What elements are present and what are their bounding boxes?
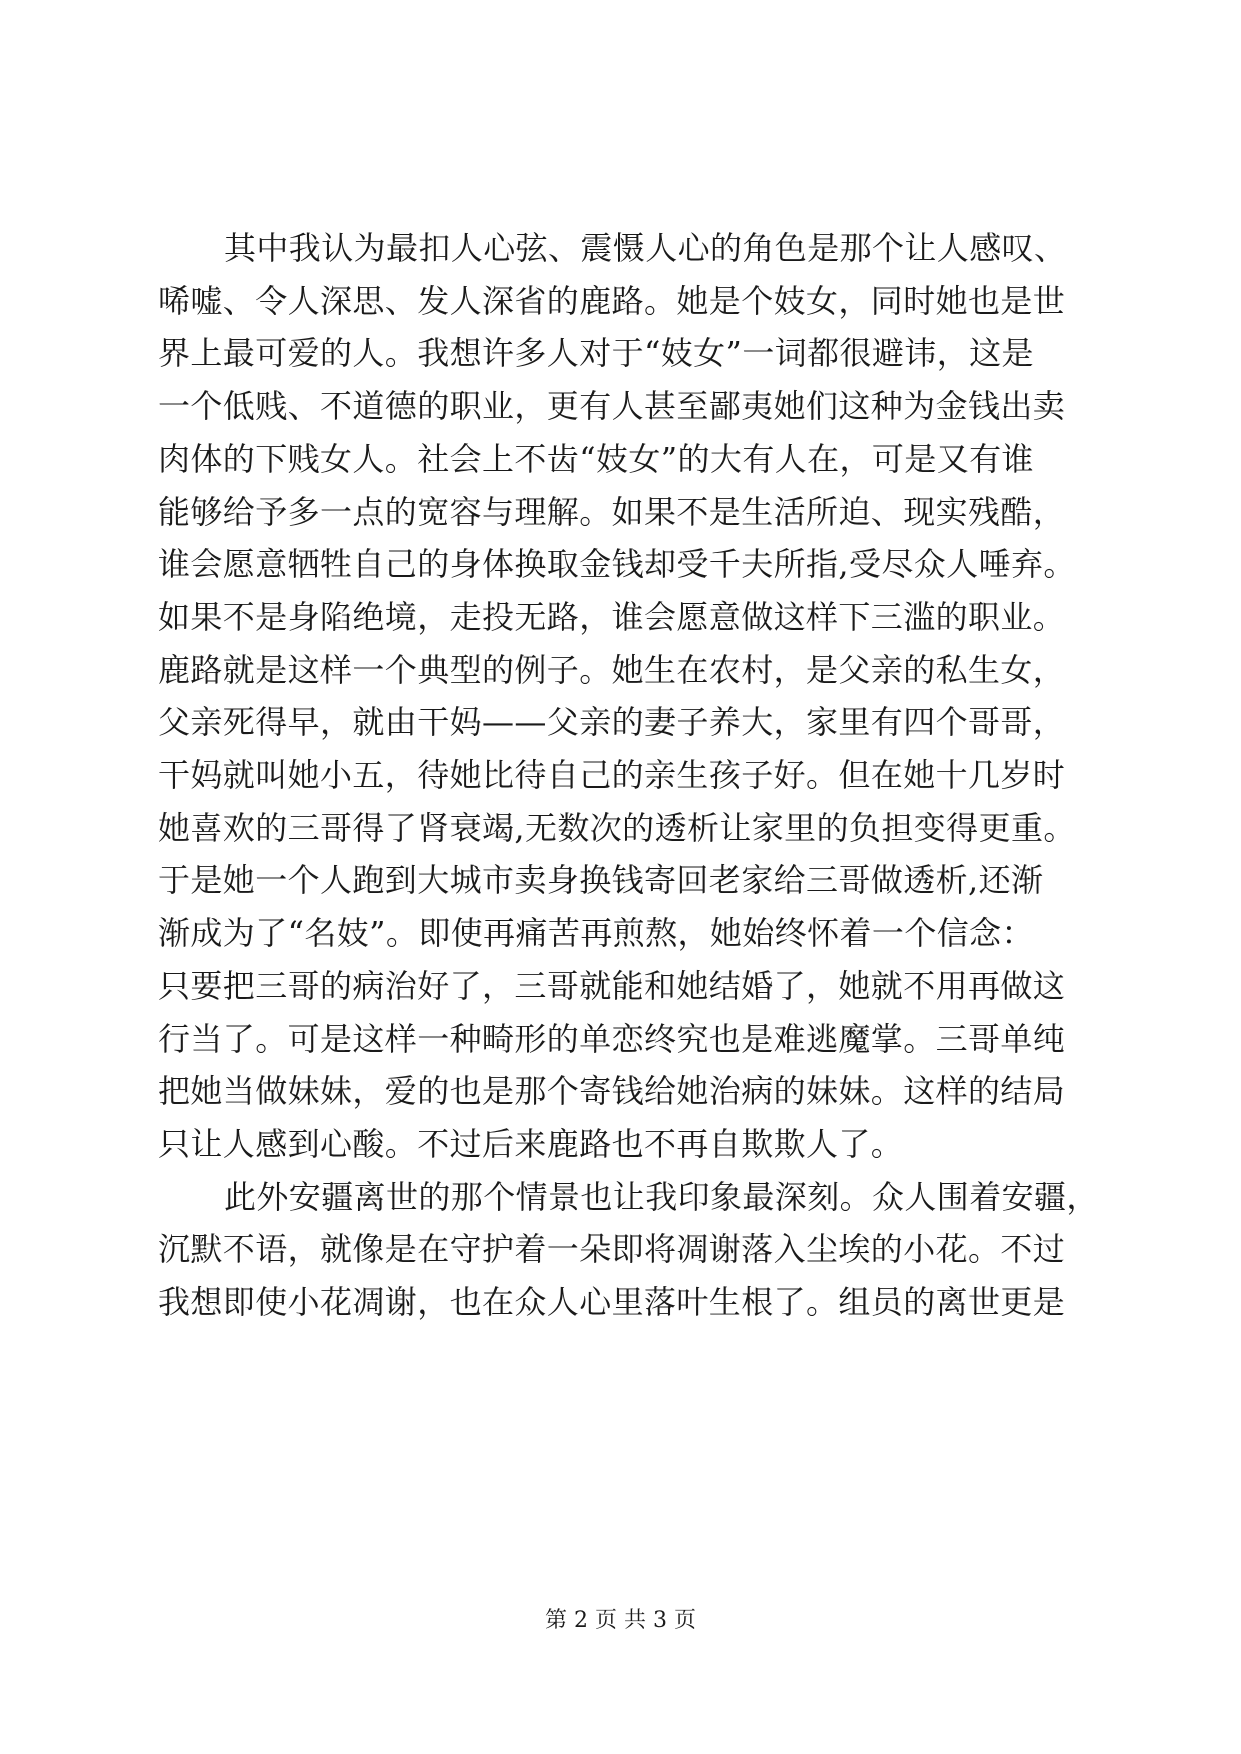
- paragraph-1-line-15: 只要把三哥的病治好了，三哥就能和她结婚了，她就不用再做这: [158, 966, 1066, 1005]
- paragraph-1-line-17: 把她当做妹妹，爱的也是那个寄钱给她治病的妹妹。这样的结局: [158, 1072, 1066, 1111]
- paragraph-1-line-3: 界上最可爱的人。我想许多人对于“妓女”一词都很避讳，这是: [158, 334, 1034, 373]
- paragraph-1-line-5: 肉体的下贱女人。社会上不齿“妓女”的大有人在，可是又有谁: [158, 439, 1034, 478]
- paragraph-1-line-1: 其中我认为最扣人心弦、震慑人心的角色是那个让人感叹、: [224, 229, 1067, 267]
- paragraph-2-line-1: 此外安疆离世的那个情景也让我印象最深刻。众人围着安疆，: [224, 1177, 1099, 1216]
- paragraph-1-line-4: 一个低贱、不道德的职业，更有人甚至鄙夷她们这种为金钱出卖: [158, 387, 1066, 426]
- paragraph-1-line-11: 干妈就叫她小五，待她比待自己的亲生孩子好。但在她十几岁时: [158, 756, 1066, 795]
- paragraph-1-line-10: 父亲死得早，就由干妈——父亲的妻子养大，家里有四个哥哥，: [158, 703, 1066, 742]
- paragraph-2-line-2: 沉默不语，就像是在守护着一朵即将凋谢落入尘埃的小花。不过: [158, 1230, 1066, 1269]
- paragraph-1-line-13: 于是她一个人跑到大城市卖身换钱寄回老家给三哥做透析,还渐: [158, 861, 1044, 900]
- paragraph-1-line-16: 行当了。可是这样一种畸形的单恋终究也是难逃魔掌。三哥单纯: [158, 1019, 1066, 1058]
- paragraph-1-line-8: 如果不是身陷绝境，走投无路，谁会愿意做这样下三滥的职业。: [158, 597, 1066, 636]
- paragraph-1-line-14: 渐成为了“名妓”。即使再痛苦再煎熬，她始终怀着一个信念：: [158, 914, 1034, 953]
- paragraph-2-line-3: 我想即使小花凋谢，也在众人心里落叶生根了。组员的离世更是: [158, 1283, 1066, 1322]
- body-text: [158, 222, 1099, 1329]
- paragraph-1-line-18: 只让人感到心酸。不过后来鹿路也不再自欺欺人了。: [158, 1124, 904, 1163]
- paragraph-1-line-6: 能够给予多一点的宽容与理解。如果不是生活所迫、现实残酷，: [158, 492, 1066, 531]
- page-number-footer: 第 2 页 共 3 页: [545, 1608, 696, 1633]
- paragraph-1-line-9: 鹿路就是这样一个典型的例子。她生在农村，是父亲的私生女，: [158, 650, 1066, 689]
- paragraph-1-line-12: 她喜欢的三哥得了肾衰竭,无数次的透析让家里的负担变得更重。: [158, 808, 1076, 847]
- paragraph-1-line-2: 唏嘘、令人深思、发人深省的鹿路。她是个妓女，同时她也是世: [158, 281, 1066, 320]
- paragraph-1-line-7: 谁会愿意牺牲自己的身体换取金钱却受千夫所指,受尽众人唾弃。: [158, 545, 1076, 584]
